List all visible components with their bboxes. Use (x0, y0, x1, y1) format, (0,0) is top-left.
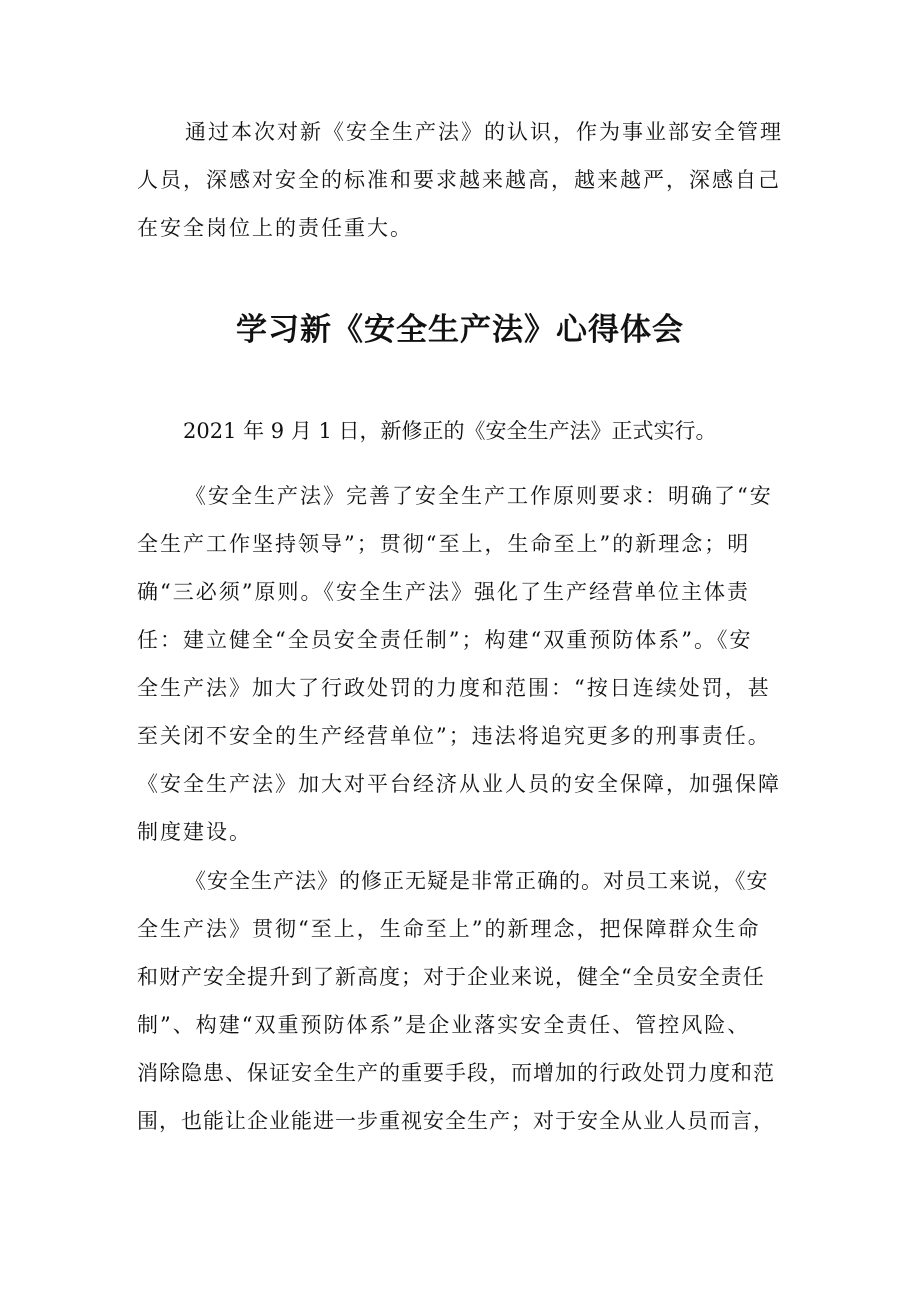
paragraph-3-line-1: 《安全生产法》的修正无疑是非常正确的。对员工来说，《安 (185, 869, 769, 893)
paragraph-2-line-1: 《安全生产法》完善了安全生产工作原则要求：明确了“安 (185, 484, 773, 508)
paragraph-3-line-2: 全生产法》贯彻“至上，生命至上”的新理念，把保障群众生命 (137, 917, 761, 941)
paragraph-3-line-3: 和财产安全提升到了新高度；对于企业来说，健全“全员安全责任 (137, 965, 765, 989)
paragraph-2-line-6: 至关闭不安全的生产经营单位”；违法将追究更多的刑事责任。 (137, 724, 771, 748)
paragraph-2-line-3: 确“三必须”原则。《安全生产法》强化了生产经营单位主体责 (137, 580, 750, 604)
paragraph-3-line-6: 围，也能让企业能进一步重视安全生产；对于安全从业人员而言， (137, 1109, 775, 1133)
paragraph-2-line-8: 制度建设。 (137, 820, 252, 844)
intro-line-2: 人员，深感对安全的标准和要求越来越高，越来越严，深感自己 (137, 168, 781, 192)
paragraph-3-line-5: 消除隐患、保证安全生产的重要手段，而增加的行政处罚力度和范 (137, 1061, 775, 1085)
paragraph-2-line-7: 《安全生产法》加大对平台经济从业人员的安全保障，加强保障 (137, 772, 781, 796)
intro-line-1: 通过本次对新《安全生产法》的认识，作为事业部安全管理 (185, 120, 783, 144)
paragraph-2-line-5: 全生产法》加大了行政处罚的力度和范围：“按日连续处罚，甚 (137, 676, 771, 700)
document-title: 学习新《安全生产法》心得体会 (236, 312, 684, 348)
paragraph-2-line-4: 任：建立健全“全员安全责任制”；构建“双重预防体系”。《安 (137, 628, 753, 652)
intro-line-3: 在安全岗位上的责任重大。 (137, 216, 413, 240)
paragraph-3-line-4: 制”、构建“双重预防体系”是企业落实安全责任、管控风险、 (137, 1013, 751, 1037)
paragraph-1-line-1: 2021 年 9 月 1 日，新修正的《安全生产法》正式实行。 (183, 419, 717, 443)
paragraph-2-line-2: 全生产工作坚持领导”；贯彻“至上，生命至上”的新理念；明 (137, 532, 751, 556)
